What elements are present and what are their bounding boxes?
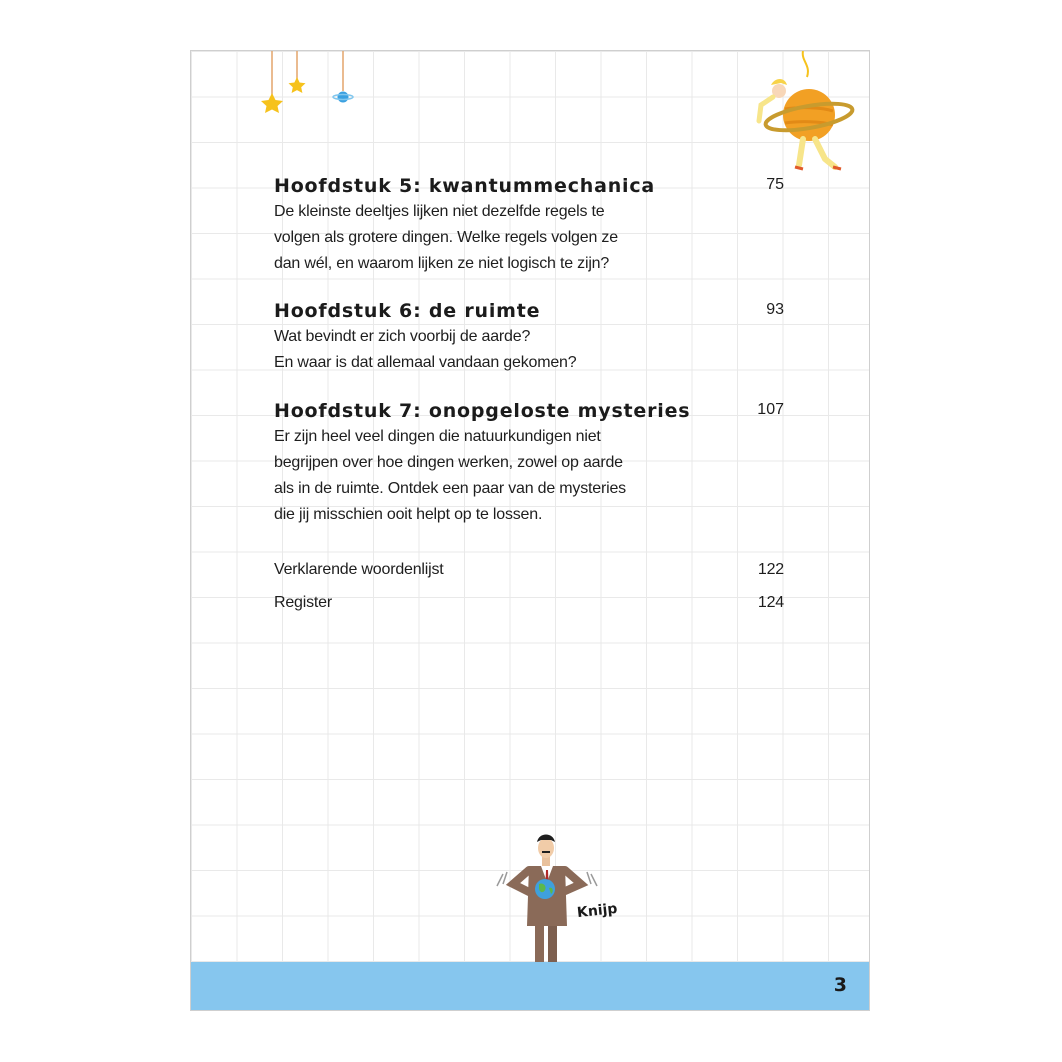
toc-entry-chapter-7[interactable] [274,398,784,528]
toc-entry-glossary[interactable] [274,561,784,579]
description-line: De kleinste deeltjes lijken niet dezelfde regels te [274,203,605,220]
description-line: En waar is dat allemaal vandaan gekomen? [274,354,577,371]
entry-page-number: 122 [757,561,784,578]
description-line: als in de ruimte. Ontdek een paar van de mysteries [274,480,626,497]
chapter-title: Hoofdstuk 5: kwantummechanica [274,175,656,197]
footer-band [191,962,869,1010]
entry-label: Verklarende woordenlijst [274,561,444,578]
description-line: begrijpen over hoe dingen werken, zowel op aarde [274,454,623,471]
entry-page-number: 124 [757,594,784,611]
page-number: 3 [833,974,847,996]
toc-entry-chapter-5[interactable] [274,173,784,277]
chapter-page-number: 75 [766,176,784,193]
hanging-star-icon [261,93,283,113]
description-line: volgen als grotere dingen. Welke regels volgen ze [274,229,618,246]
chapter-title: Hoofdstuk 7: onopgeloste mysteries [274,400,691,422]
chapter-description [274,199,654,277]
description-line: die jij misschien ooit helpt op te lossen. [274,506,543,523]
description-line: Er zijn heel veel dingen die natuurkundigen niet [274,428,601,445]
saturn-kid-illustration [751,51,861,181]
chapter-description [274,424,654,528]
hanging-planet-icon [333,92,353,103]
scientist-caption: Knijp [576,900,619,922]
chapter-description [274,324,654,376]
hanging-decoration [251,51,371,131]
chapter-page-number: 93 [766,301,784,318]
description-line: Wat bevindt er zich voorbij de aarde? [274,328,531,345]
chapter-title: Hoofdstuk 6: de ruimte [274,300,541,322]
hanging-star-icon [289,77,306,93]
entry-label: Register [274,594,332,611]
toc-entry-register[interactable] [274,594,784,612]
chapter-page-number: 107 [757,401,784,418]
description-line: dan wél, en waarom lijken ze niet logisch te zijn? [274,255,610,272]
book-page [190,50,870,1011]
toc-entry-chapter-6[interactable] [274,298,784,376]
